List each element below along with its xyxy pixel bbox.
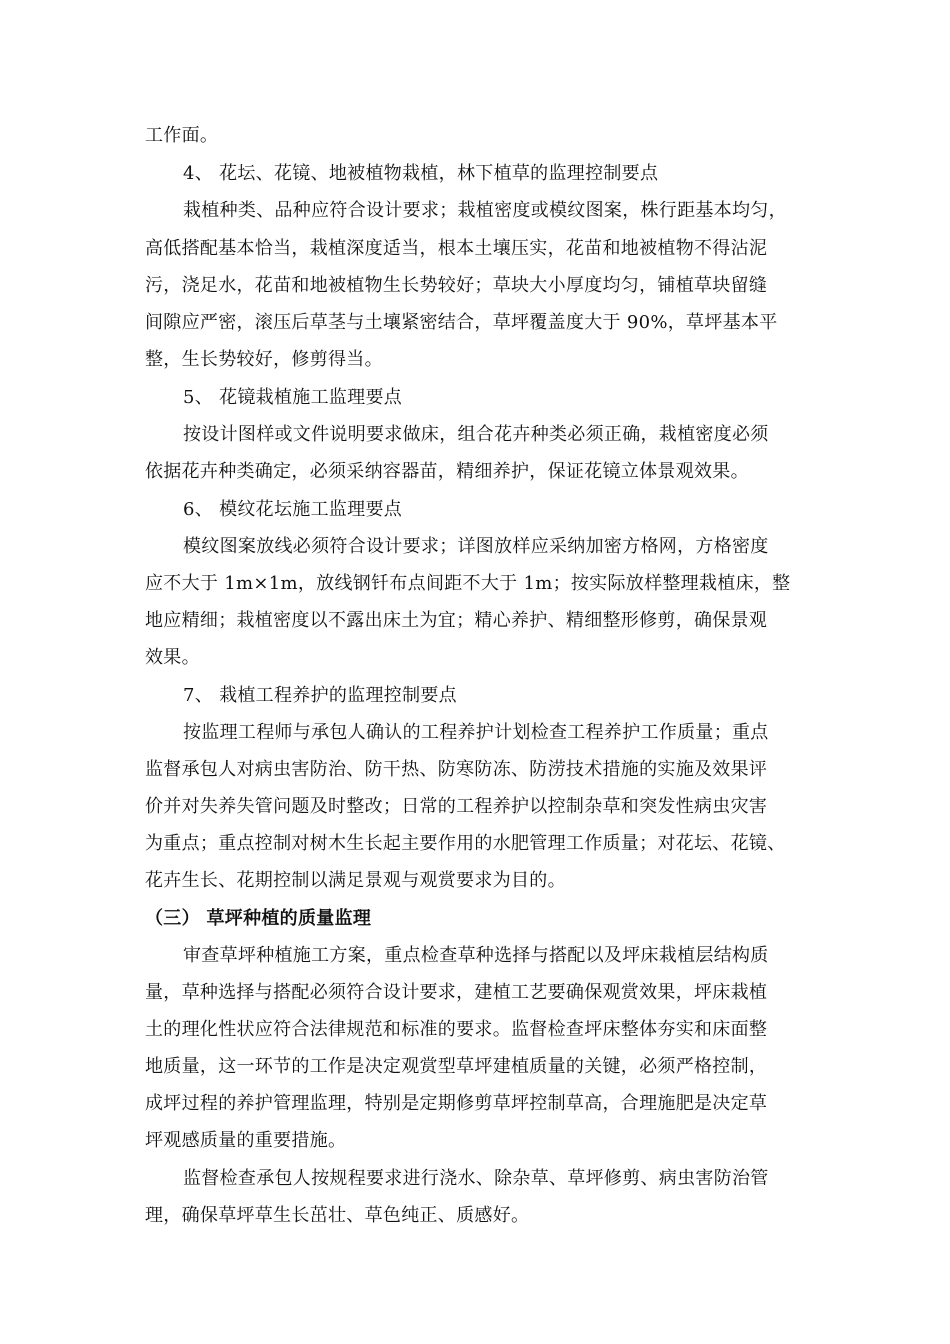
text-line: 理，确保草坪草生长茁壮、草色纯正、质感好。 bbox=[145, 1205, 530, 1226]
section-heading-7: 7、 栽植工程养护的监理控制要点 bbox=[183, 685, 457, 706]
text-line: 间隙应严密，滚压后草茎与土壤紧密结合，草坪覆盖度大于 90%，草坪基本平 bbox=[145, 312, 778, 333]
text-line: 土的理化性状应符合法律规范和标准的要求。监督检查坪床整体夯实和床面整 bbox=[145, 1019, 768, 1040]
text-line: 工作面。 bbox=[145, 125, 219, 146]
text-line: 模纹图案放线必须符合设计要求；详图放样应采纳加密方格网，方格密度 bbox=[183, 536, 769, 557]
text-line: 量，草种选择与搭配必须符合设计要求，建植工艺要确保观赏效果，坪床栽植 bbox=[145, 982, 768, 1003]
text-line: 应不大于 1m×1m，放线钢钎布点间距不大于 1m；按实际放样整理栽植床，整 bbox=[145, 573, 791, 594]
text-line: 效果。 bbox=[145, 647, 200, 668]
section-heading-4: 4、 花坛、花镜、地被植物栽植，林下植草的监理控制要点 bbox=[183, 163, 659, 184]
text-line: 污，浇足水，花苗和地被植物生长势较好；草块大小厚度均匀，铺植草块留缝 bbox=[145, 275, 768, 296]
text-line: 监督检查承包人按规程要求进行浇水、除杂草、草坪修剪、病虫害防治管 bbox=[183, 1168, 769, 1189]
section-heading-3: （三） 草坪种植的质量监理 bbox=[145, 908, 372, 929]
text-line: 为重点；重点控制对树木生长起主要作用的水肥管理工作质量；对花坛、花镜、 bbox=[145, 833, 786, 854]
text-line: 花卉生长、花期控制以满足景观与观赏要求为目的。 bbox=[145, 870, 566, 891]
text-line: 栽植种类、品种应符合设计要求；栽植密度或模纹图案，株行距基本均匀， bbox=[183, 200, 787, 221]
text-line: 地应精细；栽植密度以不露出床土为宜；精心养护、精细整形修剪，确保景观 bbox=[145, 610, 768, 631]
text-line: 整，生长势较好，修剪得当。 bbox=[145, 349, 383, 370]
text-line: 坪观感质量的重要措施。 bbox=[145, 1130, 347, 1151]
text-line: 审查草坪种植施工方案，重点检查草种选择与搭配以及坪床栽植层结构质 bbox=[183, 945, 769, 966]
text-line: 地质量，这一环节的工作是决定观赏型草坪建植质量的关键，必须严格控制， bbox=[145, 1056, 768, 1077]
text-line: 按监理工程师与承包人确认的工程养护计划检查工程养护工作质量；重点 bbox=[183, 722, 769, 743]
section-heading-5: 5、 花镜栽植施工监理要点 bbox=[183, 387, 403, 408]
text-line: 监督承包人对病虫害防治、防干热、防寒防冻、防涝技术措施的实施及效果评 bbox=[145, 759, 768, 780]
text-line: 成坪过程的养护管理监理，特别是定期修剪草坪控制草高，合理施肥是决定草 bbox=[145, 1093, 768, 1114]
text-line: 按设计图样或文件说明要求做床，组合花卉种类必须正确，栽植密度必须 bbox=[183, 424, 769, 445]
text-line: 依据花卉种类确定，必须采纳容器苗，精细养护，保证花镜立体景观效果。 bbox=[145, 461, 749, 482]
text-line: 价并对失养失管问题及时整改；日常的工程养护以控制杂草和突发性病虫灾害 bbox=[145, 796, 768, 817]
section-heading-6: 6、 模纹花坛施工监理要点 bbox=[183, 499, 403, 520]
text-line: 高低搭配基本恰当，栽植深度适当，根本土壤压实，花苗和地被植物不得沾泥 bbox=[145, 238, 768, 259]
